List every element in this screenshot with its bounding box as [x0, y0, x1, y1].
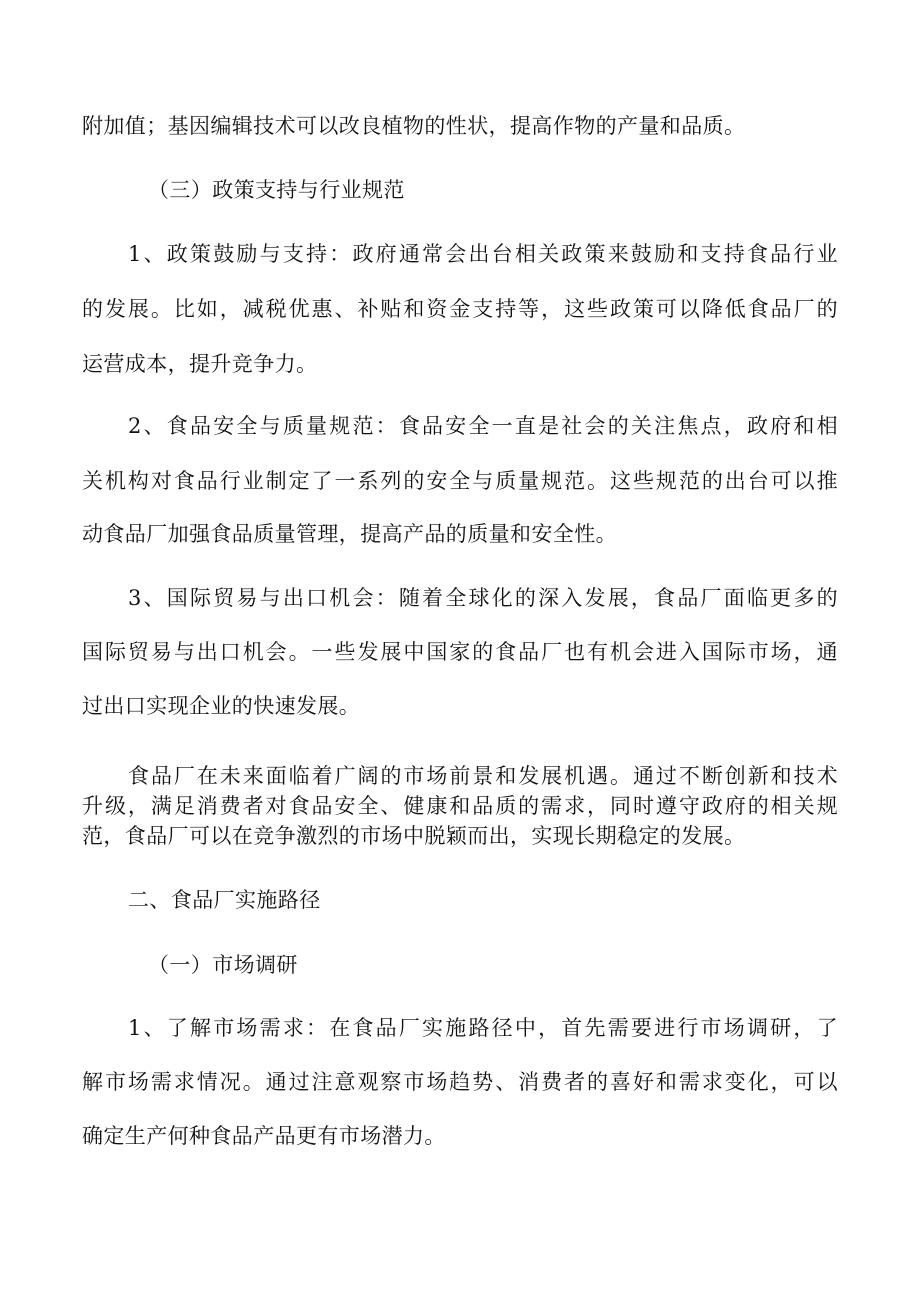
paragraph-line: 范，食品厂可以在竞争激烈的市场中脱颖而出，实现长期稳定的发展。: [82, 824, 746, 848]
paragraph-line: 确定生产何种食品产品更有市场潜力。: [82, 1124, 446, 1148]
paragraph-line: 2、食品安全与质量规范：食品安全一直是社会的关注焦点，政府和相: [128, 414, 838, 438]
paragraph-line: 国际贸易与出口机会。一些发展中国家的食品厂也有机会进入国际市场，通: [82, 640, 838, 664]
paragraph-line: 升级，满足消费者对食品安全、健康和品质的需求，同时遵守政府的相关规: [82, 794, 838, 818]
paragraph-line: 的发展。比如，减税优惠、补贴和资金支持等，这些政策可以降低食品厂的: [82, 297, 838, 321]
section-heading: （一）市场调研: [148, 953, 298, 977]
section-heading: 二、食品厂实施路径: [128, 888, 321, 912]
paragraph-line: 附加值；基因编辑技术可以改良植物的性状，提高作物的产量和品质。: [82, 114, 746, 138]
section-heading: （三）政策支持与行业规范: [148, 178, 405, 202]
paragraph-line: 食品厂在未来面临着广阔的市场前景和发展机遇。通过不断创新和技术: [128, 764, 838, 788]
paragraph-line: 1、政策鼓励与支持：政府通常会出台相关政策来鼓励和支持食品行业: [128, 242, 838, 266]
paragraph-line: 解市场需求情况。通过注意观察市场趋势、消费者的喜好和需求变化，可以: [82, 1070, 838, 1094]
paragraph-line: 过出口实现企业的快速发展。: [82, 694, 361, 718]
paragraph-line: 3、国际贸易与出口机会：随着全球化的深入发展，食品厂面临更多的: [128, 586, 838, 610]
paragraph-line: 运营成本，提升竞争力。: [82, 352, 318, 376]
paragraph-line: 1、了解市场需求：在食品厂实施路径中，首先需要进行市场调研，了: [128, 1016, 838, 1040]
paragraph-line: 关机构对食品行业制定了一系列的安全与质量规范。这些规范的出台可以推: [82, 469, 838, 493]
paragraph-line: 动食品厂加强食品质量管理，提高产品的质量和安全性。: [82, 522, 617, 546]
